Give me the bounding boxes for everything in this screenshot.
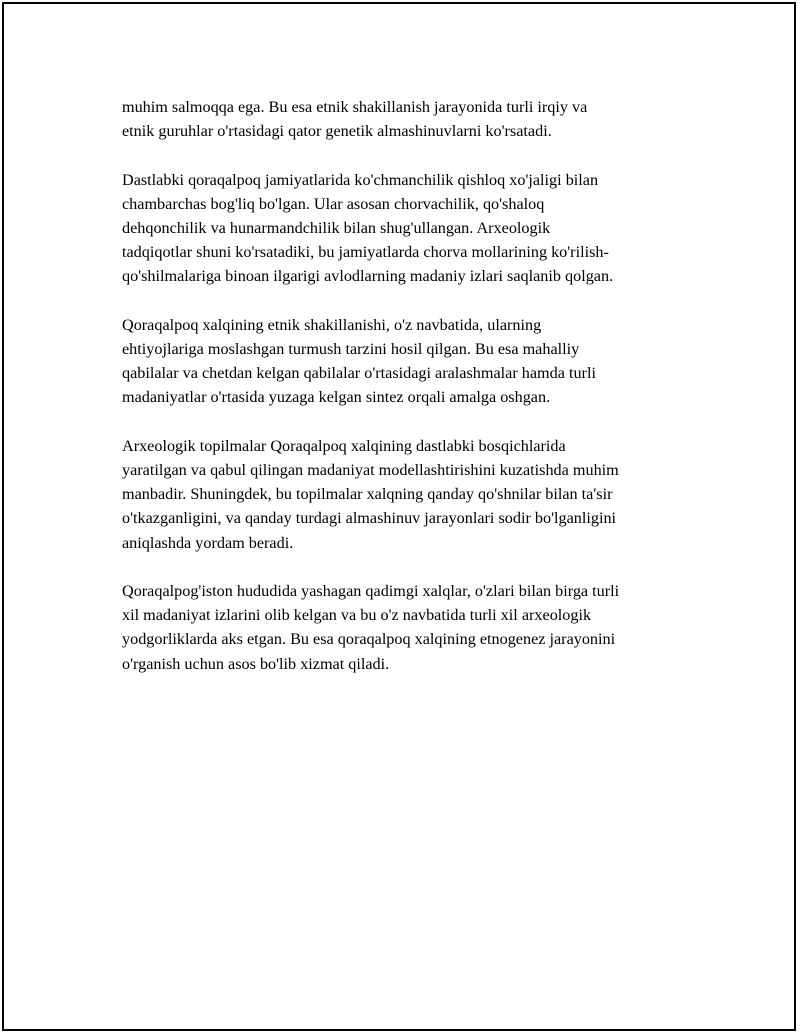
paragraph-line: manbadir. Shuningdek, bu topilmalar xalqning qanday qo'shnilar bilan ta'sir [122, 485, 613, 504]
paragraph-line: dehqonchilik va hunarmandchilik bilan shug'ullangan. Arxeologik [122, 219, 551, 237]
paragraph-1 [122, 95, 697, 143]
paragraph-line: xil madaniyat izlarini olib kelgan va bu o'z navbatida turli xil arxeologik [122, 606, 592, 625]
paragraph-line: qo'shilmalariga binoan ilgarigi avlodlarning madaniy izlari saqlanib qolgan. [122, 267, 614, 286]
paragraph-2 [122, 168, 697, 289]
paragraph-line: o'rganish uchun asos bo'lib xizmat qiladi. [122, 654, 390, 673]
paragraph-line: etnik guruhlar o'rtasidagi qator genetik almashinuvlarni ko'rsatadi. [122, 122, 552, 141]
paragraph-line: yodgorliklarda aks etgan. Bu esa qoraqalpoq xalqining etnogenez jarayonini [122, 630, 616, 649]
paragraph-line: madaniyatlar o'rtasida yuzaga kelgan sintez orqali amalga oshgan. [122, 388, 551, 407]
paragraph-line: o'tkazganligini, va qanday turdagi almashinuv jarayonlari sodir bo'lganligini [122, 509, 617, 528]
paragraph-line: chambarchas bog'liq bo'lgan. Ular asosan chorvachilik, qo'shaloq [122, 194, 545, 213]
paragraph-line: ehtiyojlariga moslashgan turmush tarzini hosil qilgan. Bu esa mahalliy [122, 340, 580, 358]
page-frame [2, 2, 796, 1031]
paragraph-5 [122, 579, 697, 676]
paragraph-line: Dastlabki qoraqalpoq jamiyatlarida ko'chmanchilik qishloq xo'jaligi bilan [122, 170, 599, 189]
paragraph-3 [122, 313, 697, 410]
paragraph-line: Arxeologik topilmalar Qoraqalpoq xalqining dastlabki bosqichlarida [122, 436, 566, 455]
paragraph-4 [122, 434, 697, 555]
paragraph-line: qabilalar va chetdan kelgan qabilalar o'rtasidagi aralashmalar hamda turli [122, 364, 596, 383]
paragraph-line: muhim salmoqqa ega. Bu esa etnik shakillanish jarayonida turli irqiy va [122, 98, 588, 116]
paragraph-line: aniqlashda yordam beradi. [122, 533, 294, 552]
document-body [122, 95, 697, 700]
paragraph-line: tadqiqotlar shuni ko'rsatadiki, bu jamiyatlarda chorva mollarining ko'rilish- [122, 243, 609, 262]
paragraph-line: Qoraqalpoq xalqining etnik shakillanishi, o'z navbatida, ularning [122, 315, 542, 334]
paragraph-line: yaratilgan va qabul qilingan madaniyat modellashtirishini kuzatishda muhim [122, 461, 619, 479]
paragraph-line: Qoraqalpog'iston hududida yashagan qadimgi xalqlar, o'zlari bilan birga turli [122, 582, 620, 600]
